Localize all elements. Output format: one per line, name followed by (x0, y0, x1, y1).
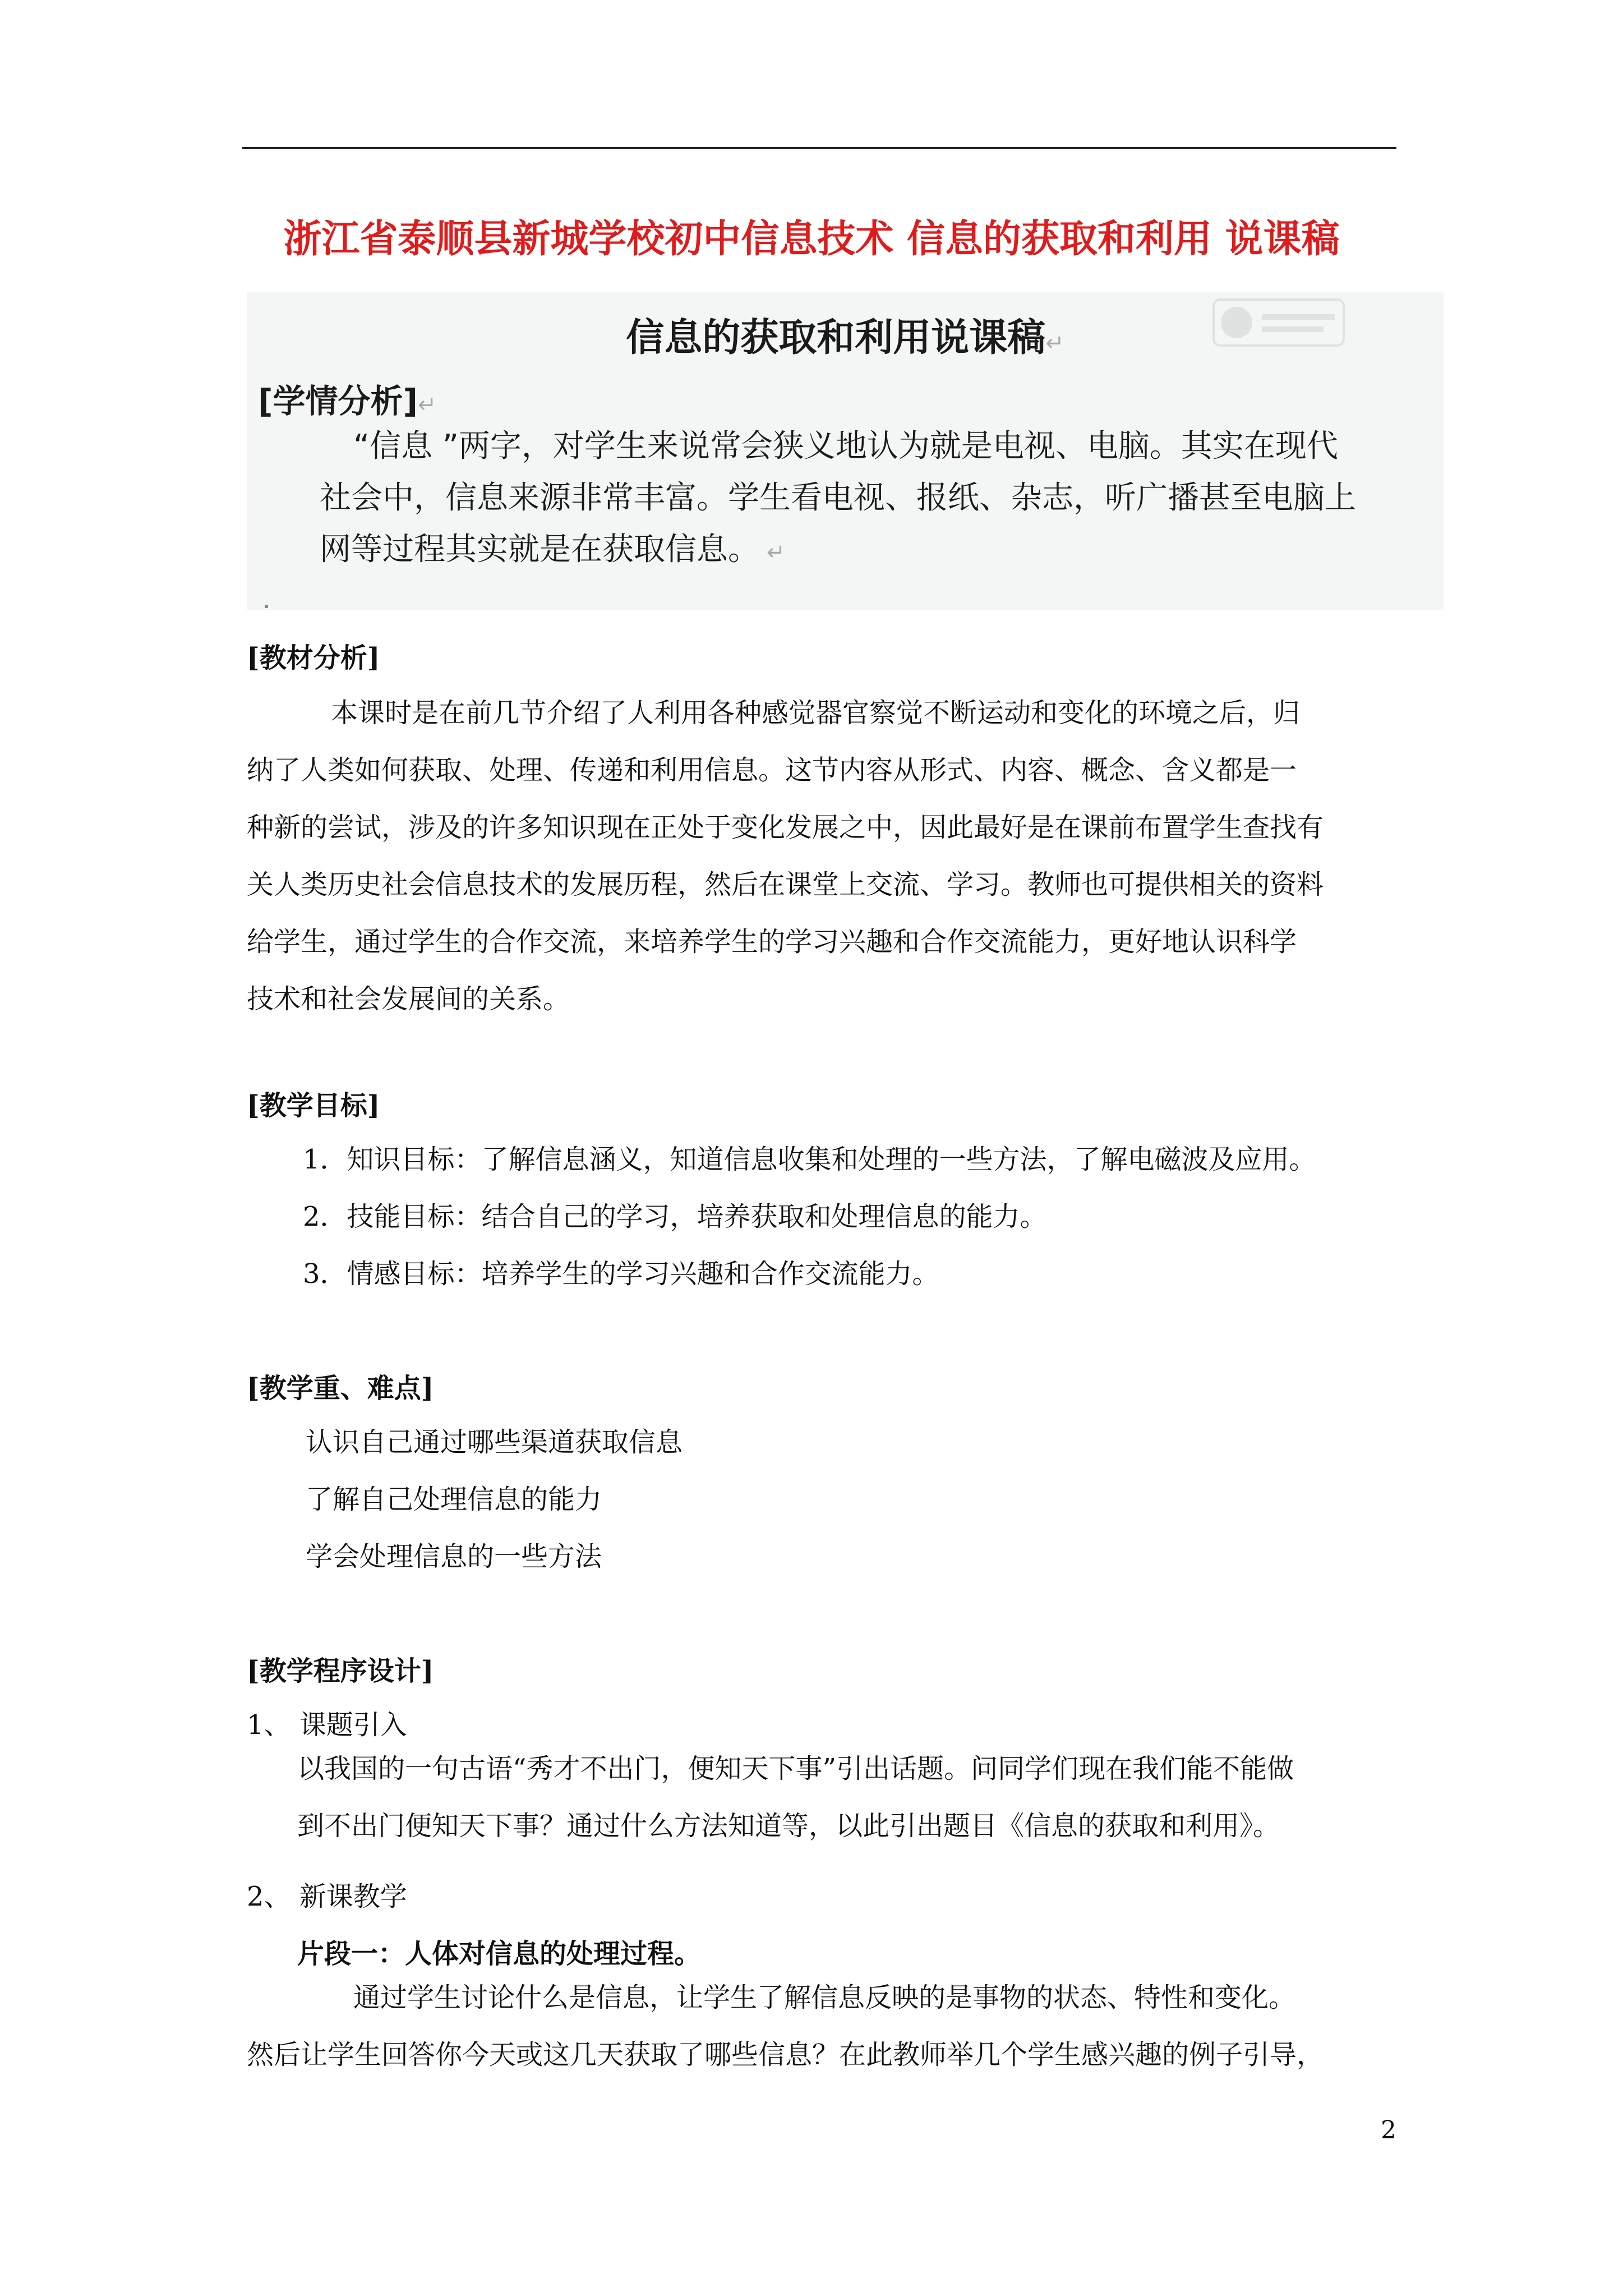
scan-line: 网等过程其实就是在获取信息。 ↵ (320, 531, 786, 568)
goal-item: 1．知识目标：了解信息涵义，知道信息收集和处理的一些方法，了解电磁波及应用。 (303, 1144, 1316, 1175)
segment-one-heading: 片段一：人体对信息的处理过程。 (297, 1938, 702, 1970)
materials-line: 种新的尝试，涉及的许多知识现在正处于变化发展之中，因此最好是在课前布置学生查找有 (247, 812, 1324, 843)
scan-line: “信息 ”两字，对学生来说常会狭义地认为就是电视、电脑。其实在现代 (353, 428, 1338, 464)
heading-teaching-goals: [教学目标] (247, 1090, 380, 1121)
materials-line: 纳了人类如何获取、处理、传递和利用信息。这节内容从形式、内容、概念、含义都是一 (247, 754, 1297, 786)
intro-paragraph (297, 1740, 1408, 1855)
procedure-step-new-lesson: 2、 新课教学 (247, 1881, 407, 1912)
segment-one-line: 然后让学生回答你今天或这几天获取了哪些信息？在此教师举几个学生感兴趣的例子引导， (247, 2039, 1324, 2070)
heading-procedure-design: [教学程序设计] (247, 1655, 434, 1687)
heading-materials-analysis: [教材分析] (247, 642, 380, 674)
heading-key-points: [教学重、难点] (247, 1373, 434, 1404)
materials-paragraph (247, 684, 1391, 1028)
scan-title: 信息的获取和利用说课稿↵ (626, 316, 1064, 360)
procedure-step-intro: 1、 课题引入 (247, 1709, 407, 1741)
scan-heading-student-analysis: [学情分析]↵ (258, 382, 437, 420)
materials-line: 技术和社会发展间的关系。 (247, 983, 570, 1015)
segment-one-line: 通过学生讨论什么是信息，让学生了解信息反映的是事物的状态、特性和变化。 (353, 1982, 1296, 2013)
scan-paragraph (320, 421, 1441, 578)
page-number: 2 (1381, 2116, 1396, 2145)
intro-line: 以我国的一句古语“秀才不出门，便知天下事”引出话题。问同学们现在我们能不能做 (297, 1753, 1294, 1784)
materials-line: 关人类历史社会信息技术的发展历程，然后在课堂上交流、学习。教师也可提供相关的资料 (247, 869, 1324, 900)
materials-line: 本课时是在前几节介绍了人利用各种感觉器官察觉不断运动和变化的环境之后，归 (331, 697, 1301, 729)
scan-artifact-dot (265, 605, 268, 608)
header-rule (242, 147, 1396, 149)
scan-line: 社会中，信息来源非常丰富。学生看电视、报纸、杂志，听广播甚至电脑上 (320, 480, 1356, 516)
document-title: 浙江省泰顺县新城学校初中信息技术 信息的获取和利用 说课稿 (283, 217, 1340, 261)
goal-item: 3．情感目标：培养学生的学习兴趣和合作交流能力。 (303, 1258, 939, 1290)
scanned-excerpt (247, 292, 1444, 610)
keypoint-item: 认识自己通过哪些渠道获取信息 (306, 1427, 683, 1458)
goal-item: 2．技能目标：结合自己的学习，培养获取和处理信息的能力。 (303, 1201, 1047, 1232)
intro-line: 到不出门便知天下事？通过什么方法知道等，以此引出题目《信息的获取和利用》。 (297, 1810, 1280, 1842)
keypoint-item: 了解自己处理信息的能力 (306, 1484, 602, 1515)
segment-one-paragraph (247, 1969, 1402, 2083)
materials-line: 给学生，通过学生的合作交流，来培养学生的学习兴趣和合作交流能力，更好地认识科学 (247, 926, 1297, 958)
keypoint-item: 学会处理信息的一些方法 (306, 1541, 602, 1572)
